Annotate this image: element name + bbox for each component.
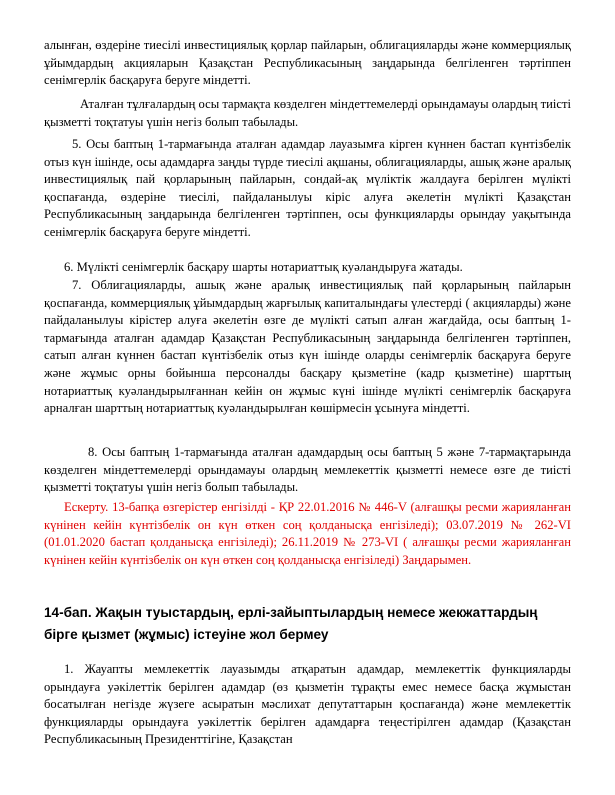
paragraph-point-8: 8. Осы баптың 1-тармағында аталған адамдардың осы баптың 5 және 7-тармақтарында көзделген міндеттемелерді орындамауы олардың мемлекеттік қызметті немесе өзге де тиісті қызметті тоқтатуы үшін негіз болып табылады. [44,445,571,495]
paragraph-article-14-point-1: 1. Жауапты мемлекеттік лауазымды атқаратын адамдар, мемлекеттік функцияларды орындауға уәкілеттік берілген адамдар (өз қызметін тұрақты емес немесе басқа жұмыстан босатылған негізде жүзеге асыратын мәслихат депутаттарын қоспағанда) және мемлекеттік функцияларды орындауға уәкілеттік берілген адамдарға теңестірілген адамдар (Қазақстан Республикасының Президенттігіне, Қазақстан [44,662,571,747]
paragraph-point-5: 5. Осы баптың 1-тармағында аталған адамдар лауазымға кірген күннен бастап күнтізбелік отыз күн ішінде, осы адамдарға заңды түрде тиесілі ақшаны, облигацияларды, ашық және аралық инвестициялық пай қорларының пайларын, сондай-ақ мүліктік жалдауға берілген мүлікті қоспағанда, өздеріне тиесілі, пайдаланылуы кіріс алуға әкелетін мүлікті Қазақстан Республикасының заңдарында белгіленген тәртіппен, осы функцияларды орындау уақытында сенімгерлік басқаруға беруге міндетті. [44,137,571,239]
paragraph-obligation-failure: Аталған тұлғалардың осы тармақта көзделген міндеттемелерді орындамауы олардың тиісті қызметті тоқтатуы үшін негіз болып табылады. [44,97,571,129]
amendment-note: Ескерту. 13-бапқа өзгерістер енгізілді - ҚР 22.01.2016 № 446-V (алғашқы ресми жарияланған күнінен кейін күнтізбелік он күн өткен соң қолданысқа енгізіледі); 03.07.2019 № 262-VI (01.01.2020 бастап қолданысқа енгізіледі); 26.11.2019 № 273-VI ( алғашқы ресми жарияланған күнінен кейін күнтізбелік он күн өткен соң қолданысқа енгізіледі) Заңдарымен. [44,500,571,567]
paragraph-trust-transfer-continued: алынған, өздеріне тиесілі инвестициялық қорлар пайларын, облигацияларды және коммерциялық ұйымдардың акцияларын Қазақстан Республикасының заңдарында белгіленген тәртіппен сенімгерлік басқаруға беруге міндетті. [44,38,571,88]
paragraph-point-7: 7. Облигацияларды, ашық және аралық инвестициялық пай қорларының пайларын қоспағанда, коммерциялық ұйымдардың жарғылық капиталындағы үлестерді ( акцияларды) және пайдаланылуы кірістер алуға әкелетін өзге де мүлікті сатып алған жағдайда, осы баптың 1-тармағында аталған адамдар Қазақстан Республикасының заңдарында белгіленген тәртіппен, сатып алған күннен бастап күнтізбелік отыз күн ішінде оларды сенімгерлік басқаруға беруге және жұмыс орны бойынша персоналды басқару қызметіне (кадр қызметіне) шарттың нотариаттық куәландырылғаннан кейін он жұмыс күні ішінде мүлікті сенімгерлік басқаруға арналған шарттың нотариаттық куәландырылған көшірмесін ұсынуға міндетті. [44,278,571,416]
paragraph-point-6: 6. Мүлікті сенімгерлік басқару шарты нотариаттық куәландыруға жатады. [64,260,463,274]
article-14-heading: 14-бап. Жақын туыстардың, ерлі-зайыптылардың немесе жекжаттардың бірге қызмет (жұмыс) істеуіне жол бермеу [44,605,538,642]
